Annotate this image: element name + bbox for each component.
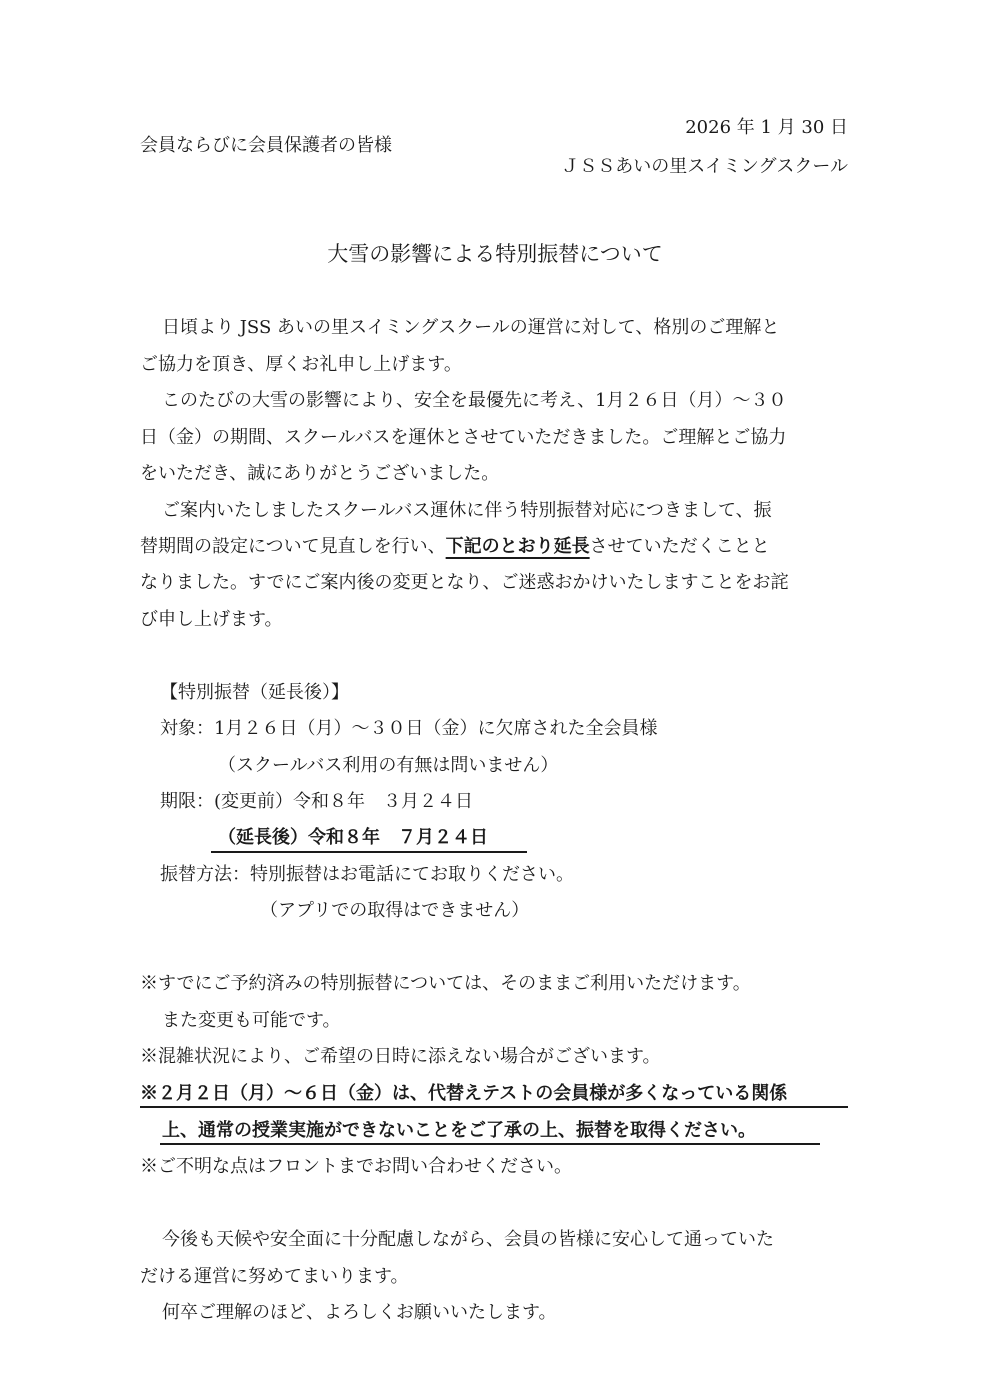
paragraph-line: なりました。すでにご案内後の変更となり、ご迷惑おかけいたしますことをお詫: [140, 572, 789, 593]
paragraph-line: だける運営に努めてまいります。: [140, 1266, 409, 1287]
note-underline: [140, 1106, 848, 1108]
extension-emphasis: 下記のとおり延長: [445, 536, 590, 557]
note-reserved: ※すでにご予約済みの特別振替については、そのままご利用いただけます。: [140, 973, 751, 994]
deadline-after: （延長後）令和８年 ７月２４日: [218, 827, 488, 848]
note-contact: ※ご不明な点はフロントまでお問い合わせください。: [140, 1156, 572, 1177]
sender: ＪＳＳあいの里スイミングスクール: [561, 156, 848, 177]
paragraph-line: 今後も天候や安全面に十分配慮しながら、会員の皆様に安心して通っていた: [162, 1229, 774, 1250]
note-reserved-cont: また変更も可能です。: [162, 1010, 341, 1031]
note-test-period: ※２月２日（月）～６日（金）は、代替えテストの会員様が多くなっている関係: [140, 1083, 788, 1104]
method-row: 振替方法：特別振替はお電話にてお取りください。: [160, 864, 574, 885]
paragraph-line: 何卒ご理解のほど、よろしくお願いいたします。: [162, 1302, 557, 1323]
recipient: 会員ならびに会員保護者の皆様: [140, 135, 392, 156]
note-congestion: ※混雑状況により、ご希望の日時に添えない場合がございます。: [140, 1046, 661, 1067]
issue-date: 2026 年 1 月 30 日: [685, 117, 848, 138]
document-title: 大雪の影響による特別振替について: [327, 242, 663, 266]
paragraph-line: ご協力を頂き、厚くお礼申し上げます。: [140, 354, 462, 375]
target-row: 対象：1月２６日（月）～３０日（金）に欠席された全会員様: [160, 718, 658, 739]
note-test-period-cont: 上、通常の授業実施ができないことをご了承の上、振替を取得ください。: [162, 1120, 756, 1141]
paragraph-line: このたびの大雪の影響により、安全を最優先に考え、1月２６日（月）～３０: [162, 390, 787, 411]
paragraph-line: 日頃より JSS あいの里スイミングスクールの運営に対して、格別のご理解と: [162, 317, 780, 338]
paragraph-line: 日（金）の期間、スクールバスを運休とさせていただきました。ご理解とご協力: [140, 427, 787, 448]
paragraph-line: をいただき、誠にありがとうございました。: [140, 463, 500, 484]
paragraph-line: ご案内いたしましたスクールバス運休に伴う特別振替対応につきまして、振: [162, 500, 772, 521]
method-note: （アプリでの取得はできません）: [260, 900, 530, 921]
note-underline: [160, 1143, 820, 1145]
target-note: （スクールバス利用の有無は問いません）: [218, 755, 559, 776]
details-heading: 【特別振替（延長後）】: [160, 682, 349, 703]
deadline-before-row: 期限：(変更前）令和８年 ３月２４日: [160, 791, 474, 812]
paragraph-line: 替期間の設定について見直しを行い、下記のとおり延長させていただくことと: [140, 536, 770, 557]
deadline-underline: [211, 851, 527, 853]
paragraph-line: び申し上げます。: [140, 609, 283, 630]
